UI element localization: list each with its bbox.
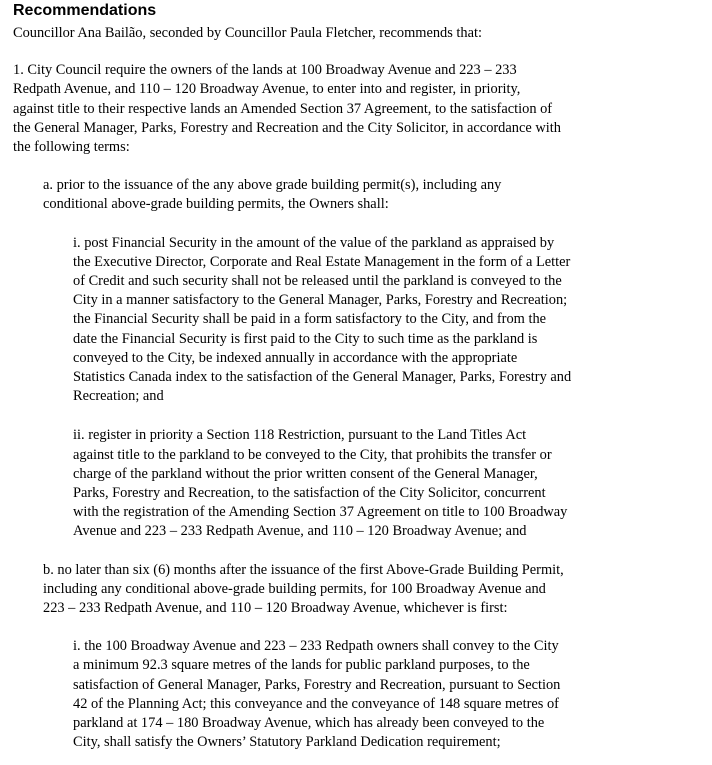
text-line: City, shall satisfy the Owners’ Statutory Parkland Dedication requirement; [73,734,501,751]
text-line: parkland at 174 – 180 Broadway Avenue, which has already been conveyed to the [73,715,545,732]
text-line: of Credit and such security shall not be released until the parkland is conveyed to the [73,273,562,290]
recommendation-1a-ii [73,426,712,541]
text-line: a. prior to the issuance of the any above grade building permit(s), including any [43,177,502,194]
recommendation-1b-i [73,637,712,752]
text-line: the Executive Director, Corporate and Real Estate Management in the form of a Letter [73,253,571,270]
text-line: Avenue and 223 – 233 Redpath Avenue, and 110 – 120 Broadway Avenue; and [73,523,527,540]
text-line: the following terms: [13,139,130,156]
text-line: satisfaction of General Manager, Parks, Forestry and Recreation, pursuant to Section [73,676,561,693]
text-line: 223 – 233 Redpath Avenue, and 110 – 120 Broadway Avenue, whichever is first: [43,600,508,617]
section-heading: Recommendations [13,2,157,19]
text-line: with the registration of the Amending Section 37 Agreement on title to 100 Broadway [73,504,568,521]
text-line: Statistics Canada index to the satisfaction of the General Manager, Parks, Forestry and [73,369,572,386]
text-line: i. the 100 Broadway Avenue and 223 – 233 Redpath owners shall convey to the City [73,638,559,655]
text-line: City in a manner satisfactory to the General Manager, Parks, Forestry and Recreation; [73,292,568,309]
text-line: 1. City Council require the owners of the lands at 100 Broadway Avenue and 223 – 233 [13,62,517,79]
text-line: 42 of the Planning Act; this conveyance and the conveyance of 148 square metres of [73,695,559,712]
recommendation-1 [13,61,712,157]
text-line: against title to the parkland to be conveyed to the City, that prohibits the transfer or [73,446,552,463]
text-line: against title to their respective lands an Amended Section 37 Agreement, to the satisfaction of [13,100,553,117]
text-line: b. no later than six (6) months after the issuance of the first Above-Grade Building Permit, [43,561,564,578]
text-line: Parks, Forestry and Recreation, to the satisfaction of the City Solicitor, concurrent [73,485,546,502]
text-line: ii. register in priority a Section 118 Restriction, pursuant to the Land Titles Act [73,427,527,444]
text-line: including any conditional above-grade building permits, for 100 Broadway Avenue and [43,580,546,597]
recommendation-1a [43,176,712,214]
text-line: a minimum 92.3 square metres of the lands for public parkland purposes, to the [73,657,530,674]
text-line: conditional above-grade building permits, the Owners shall: [43,196,389,213]
text-line: Recreation; and [73,388,164,405]
text-line: Redpath Avenue, and 110 – 120 Broadway Avenue, to enter into and register, in priority, [13,81,521,98]
text-line: the Financial Security shall be paid in a form satisfactory to the City, and from the [73,311,547,328]
text-line: i. post Financial Security in the amount of the value of the parkland as appraised by [73,234,555,251]
intro-paragraph: Councillor Ana Bailão, seconded by Councillor Paula Fletcher, recommends that: [13,25,483,41]
recommendation-1a-i [73,234,712,407]
text-line: the General Manager, Parks, Forestry and Recreation and the City Solicitor, in accordance with [13,119,561,136]
text-line: date the Financial Security is first paid to the City to such time as the parkland is [73,330,538,347]
recommendation-1b [43,561,712,619]
text-line: charge of the parkland without the prior written consent of the General Manager, [73,465,538,482]
document-page [13,0,712,753]
text-line: conveyed to the City, be indexed annually in accordance with the appropriate [73,349,518,366]
